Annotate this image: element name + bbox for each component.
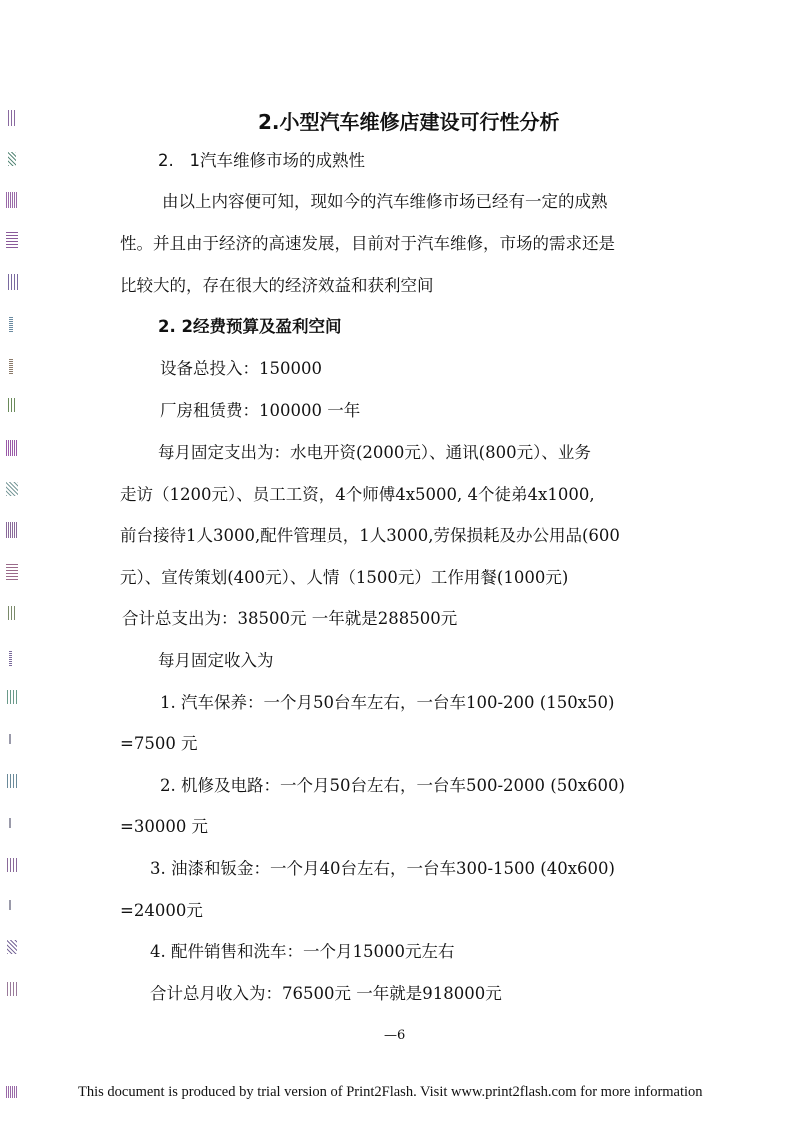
income-item: 1. 汽车保养：一个月50台车左右，一台车100-200 (150x50)	[160, 693, 615, 712]
section-title: 1汽车维修市场的成熟性	[189, 151, 365, 170]
scan-artifact	[4, 192, 20, 210]
scan-artifact	[4, 232, 20, 250]
scan-artifact	[4, 606, 20, 624]
scan-artifact	[4, 440, 20, 458]
section-heading: 2. 2经费预算及盈利空间	[158, 317, 342, 336]
scan-artifact	[4, 982, 20, 1000]
rent-line: 厂房租赁费：100000 一年	[160, 401, 361, 420]
trial-footer: This document is produced by trial version of Print2Flash. Visit www.print2flash.com for more information	[78, 1084, 703, 1100]
scan-artifact	[4, 940, 20, 958]
scan-artifact	[4, 274, 20, 292]
scan-artifact	[4, 358, 20, 376]
page-number: —6	[384, 1028, 406, 1043]
total-income-line: 合计总月收入为：76500元 一年就是918000元	[150, 984, 502, 1003]
scan-artifact	[4, 110, 20, 128]
scan-artifact	[4, 564, 20, 582]
page-title: 2.小型汽车维修店建设可行性分析	[258, 110, 560, 134]
income-item: 3. 油漆和钣金：一个月40台左右，一台车300-1500 (40x600)	[150, 859, 615, 878]
scan-artifact	[4, 690, 20, 708]
scan-artifact	[4, 818, 20, 836]
expense-line: 走访（1200元）、员工工资，4个师傅4x5000, 4个徒弟4x1000,	[120, 485, 595, 504]
scan-artifact	[4, 398, 20, 416]
scan-artifact	[4, 152, 20, 170]
income-item-result: =30000 元	[120, 817, 209, 836]
income-item: 2. 机修及电路：一个月50台左右，一台车500-2000 (50x600)	[160, 776, 625, 795]
income-item-result: =7500 元	[120, 734, 198, 753]
scan-artifact	[4, 734, 20, 752]
scan-artifact	[4, 650, 20, 668]
scan-artifact	[4, 858, 20, 876]
income-heading: 每月固定收入为	[158, 651, 274, 670]
scan-artifact	[4, 482, 20, 500]
scan-artifact	[4, 316, 20, 334]
investment-line: 设备总投入：150000	[160, 359, 322, 378]
paragraph-line: 性。并且由于经济的高速发展，目前对于汽车维修，市场的需求还是	[120, 234, 615, 253]
expense-line: 元）、宣传策划(400元）、人情（1500元）工作用餐(1000元)	[120, 568, 569, 587]
scan-artifact	[4, 522, 20, 540]
income-item: 4. 配件销售和洗车：一个月15000元左右	[150, 942, 455, 961]
income-item-result: =24000元	[120, 901, 203, 920]
section-heading	[158, 150, 365, 172]
scan-artifact	[4, 774, 20, 792]
total-expense-line: 合计总支出为：38500元 一年就是288500元	[122, 609, 458, 628]
paragraph-line: 由以上内容便可知，现如今的汽车维修市场已经有一定的成熟	[162, 192, 608, 211]
expense-line: 前台接待1人3000,配件管理员，1人3000,劳保损耗及办公用品(600	[120, 526, 620, 545]
scan-artifact	[4, 1086, 20, 1104]
scan-artifact	[4, 900, 20, 918]
paragraph-line: 比较大的，存在很大的经济效益和获利空间	[120, 276, 434, 295]
expense-line: 每月固定支出为：水电开资(2000元）、通讯(800元）、业务	[158, 443, 591, 462]
section-number: 2.	[158, 151, 174, 170]
